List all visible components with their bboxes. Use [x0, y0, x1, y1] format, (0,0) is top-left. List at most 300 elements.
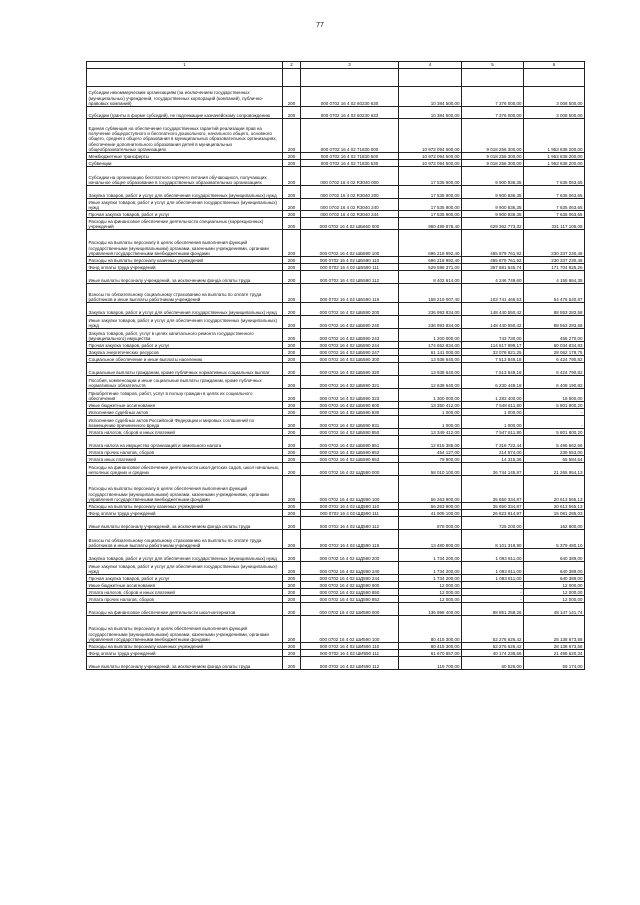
table-row	[87, 218, 585, 230]
budget-classification-code-cell: 000 0702 16 4 02 R3040 244	[301, 211, 399, 218]
expense-name-cell: Иные выплаты персоналу учреждений, за исключением фонда оплаты труда	[87, 657, 283, 670]
line-code-cell: 200	[283, 429, 301, 436]
executed-amount-cell	[462, 69, 524, 87]
expense-name-cell: Расходы на выплаты персоналу в целях обеспечения выполнения функций государственными (муниципальными) органами, казенными учреждениями, органами управления государственными внебюджетными фондами	[87, 230, 283, 257]
approved-amount-cell: 17 535 900,00	[399, 167, 462, 186]
line-code-cell: 200	[283, 349, 301, 356]
expense-name-cell: Расходы на выплаты персоналу казенных учреждений	[87, 503, 283, 510]
budget-classification-code-cell: 000 0702 16 4 02 71830 000	[301, 119, 399, 153]
approved-amount-cell: 12 000,00	[399, 582, 462, 589]
executed-amount-cell: 103 741 466,53	[462, 284, 524, 303]
executed-amount-cell: 35 650 334,87	[462, 476, 524, 503]
expense-name-cell: Расходы на выплаты персоналу казенных учреждений	[87, 643, 283, 650]
budget-classification-code-cell: 000 0702 16 4 02 ШБ590 247	[301, 349, 399, 356]
expense-name-cell: Исполнение судебных актов Российской Федерации и мировых соглашений по возмещению причиненного вреда	[87, 416, 283, 429]
executed-amount-cell: 7 376 000,00	[462, 87, 524, 107]
expense-name-cell: Иные бюджетные ассигнования	[87, 582, 283, 589]
budget-classification-code-cell: 000 0702 16 4 02 ШД590 112	[301, 517, 399, 530]
expense-name-cell: Межбюджетные трансферты	[87, 153, 283, 160]
expense-name-cell: Закупка товаров, работ и услуг для обеспечения государственных (муниципальных) нужд	[87, 186, 283, 199]
expense-name-cell: Закупка товаров, работ, услуг в целях капитального ремонта государственного (муниципального) имущества	[87, 329, 283, 342]
table-row	[87, 589, 585, 596]
budget-classification-code-cell: 000 0702 16 4 02 ШИ590 111	[301, 650, 399, 657]
line-code-cell: 200	[283, 211, 301, 218]
executed-amount-cell: 7 513 849,18	[462, 363, 524, 376]
table-row	[87, 329, 585, 342]
expense-name-cell: Расходы на финансовое обеспечение деятельности школ-интернатов	[87, 603, 283, 616]
expense-name-cell: Субвенции	[87, 160, 283, 167]
budget-classification-code-cell: 000 0702 16 4 02 ШИ590 100	[301, 616, 399, 643]
executed-amount-cell: 629 362 773,32	[462, 218, 524, 230]
unexecuted-amount-cell: 65 584,64	[524, 456, 585, 463]
expense-name-cell: Расходы на финансовое обеспечение деятельности специальных (коррекционных) учреждений	[87, 218, 283, 230]
executed-amount-cell: 26 823 814,97	[462, 510, 524, 517]
approved-amount-cell: 13 938 640,00	[399, 356, 462, 363]
approved-amount-cell: 10 972 094 500,00	[399, 153, 462, 160]
approved-amount-cell: 696 218 992,40	[399, 257, 462, 264]
table-row	[87, 349, 585, 356]
table-row	[87, 363, 585, 376]
approved-amount-cell: 56 263 900,00	[399, 476, 462, 503]
executed-amount-cell: 35 650 334,87	[462, 503, 524, 510]
line-code-cell: 200	[283, 363, 301, 376]
executed-amount-cell: 7 548 611,80	[462, 402, 524, 409]
line-code-cell: 200	[283, 449, 301, 456]
unexecuted-amount-cell: 7 635 063,65	[524, 167, 585, 186]
executed-amount-cell: 1 000,00	[462, 416, 524, 429]
unexecuted-amount-cell: 7 635 063,65	[524, 211, 585, 218]
table-row	[87, 436, 585, 449]
unexecuted-amount-cell: 230 337 230,48	[524, 230, 585, 257]
executed-amount-cell: -	[462, 589, 524, 596]
budget-classification-code-cell	[301, 69, 399, 87]
executed-amount-cell: 14 315,36	[462, 456, 524, 463]
budget-classification-code-cell: 000 0702 16 4 02 ШБ590 851	[301, 436, 399, 449]
table-row	[87, 510, 585, 517]
page-number: 77	[316, 22, 324, 29]
expense-name-cell: Социальное обеспечение и иные выплаты населению	[87, 356, 283, 363]
unexecuted-amount-cell: 3 008 500,00	[524, 107, 585, 119]
budget-classification-code-cell: 000 0702 16 4 02 ШБ590 850	[301, 429, 399, 436]
approved-amount-cell: 236 993 834,00	[399, 303, 462, 316]
line-code-cell: 200	[283, 264, 301, 271]
approved-amount-cell: 174 652 834,00	[399, 342, 462, 349]
table-row	[87, 657, 585, 670]
budget-classification-code-cell: 000 0702 16 4 02 ШД590 244	[301, 575, 399, 582]
unexecuted-amount-cell: 6 408 190,82	[524, 376, 585, 389]
budget-classification-code-cell: 000 0702 16 4 02 ШБ590 321	[301, 376, 399, 389]
line-code-cell: 200	[283, 218, 301, 230]
approved-amount-cell: 12 638 640,00	[399, 376, 462, 389]
budget-classification-code-cell: 000 0702 16 4 02 R3040 200	[301, 186, 399, 199]
unexecuted-amount-cell: 12 000,00	[524, 589, 585, 596]
approved-amount-cell: 10 384 500,00	[399, 107, 462, 119]
approved-amount-cell: 960 499 878,40	[399, 218, 462, 230]
executed-amount-cell: 357 881 545,74	[462, 264, 524, 271]
expense-name-cell: Социальные выплаты гражданам, кроме публичных нормативных социальных выплат	[87, 363, 283, 376]
approved-amount-cell: 454 127,00	[399, 449, 462, 456]
budget-classification-code-cell: 000 0702 16 4 02 ШБ590 240	[301, 316, 399, 329]
unexecuted-amount-cell: 3 008 500,00	[524, 87, 585, 107]
approved-amount-cell: 80 415 300,00	[399, 616, 462, 643]
line-code-cell: 200	[283, 510, 301, 517]
approved-amount-cell: 56 263 900,00	[399, 503, 462, 510]
approved-amount-cell: 10 972 094 500,00	[399, 119, 462, 153]
budget-classification-code-cell: 000 0702 16 4 02 ШБ590 830	[301, 409, 399, 416]
approved-amount-cell: 41 905 100,00	[399, 510, 462, 517]
budget-classification-code-cell: 000 0702 16 4 02 ШД590 111	[301, 510, 399, 517]
table-row	[87, 575, 585, 582]
approved-amount-cell: 119 700,00	[399, 657, 462, 670]
budget-classification-code-cell: 000 0702 16 4 02 60230 630	[301, 87, 399, 107]
approved-amount-cell: 696 218 992,40	[399, 230, 462, 257]
executed-amount-cell: 8 101 319,90	[462, 530, 524, 549]
column-number-row	[87, 62, 585, 69]
budget-classification-code-cell: 000 0702 16 4 02 ШБ590 320	[301, 363, 399, 376]
expense-name-cell: Уплата налогов, сборов и иных платежей	[87, 429, 283, 436]
unexecuted-amount-cell: 28 062 178,75	[524, 349, 585, 356]
expense-name-cell: Прочая закупка товаров, работ и услуг	[87, 342, 283, 349]
unexecuted-amount-cell: 59 174,00	[524, 657, 585, 670]
budget-classification-code-cell: 000 0702 16 4 02 ШБ590 200	[301, 303, 399, 316]
unexecuted-amount-cell: 12 000,00	[524, 596, 585, 603]
table-row	[87, 284, 585, 303]
table-row	[87, 69, 585, 87]
table-row	[87, 303, 585, 316]
executed-amount-cell: 7 547 611,80	[462, 429, 524, 436]
executed-amount-cell: 6 230 449,18	[462, 376, 524, 389]
table-row	[87, 389, 585, 402]
unexecuted-amount-cell: 54 476 540,87	[524, 284, 585, 303]
budget-classification-code-cell: 000 0702 16 4 02 ШИ590 000	[301, 603, 399, 616]
executed-amount-cell: 40 174 236,66	[462, 650, 524, 657]
approved-amount-cell: 1 300 000,00	[399, 389, 462, 402]
approved-amount-cell: 61 141 000,00	[399, 349, 462, 356]
expense-name-cell: Исполнение судебных актов	[87, 409, 283, 416]
column-number: 4	[399, 62, 462, 69]
line-code-cell: 200	[283, 517, 301, 530]
unexecuted-amount-cell: 20 613 565,13	[524, 476, 585, 503]
unexecuted-amount-cell: 21 265 954,13	[524, 463, 585, 476]
table-row	[87, 119, 585, 153]
line-code-cell: 200	[283, 257, 301, 264]
budget-classification-code-cell: 000 0702 16 4 02 71830 530	[301, 160, 399, 167]
line-code-cell: 200	[283, 271, 301, 284]
approved-amount-cell: 136 998 400,00	[399, 603, 462, 616]
expense-name-cell: Иные выплаты персоналу учреждений, за исключением фонда оплаты труда	[87, 517, 283, 530]
budget-classification-code-cell: 000 0702 16 4 02 ШД590 800	[301, 582, 399, 589]
table-row	[87, 596, 585, 603]
line-code-cell: 200	[283, 199, 301, 211]
column-number: 6	[524, 62, 585, 69]
budget-classification-code-cell: 000 0702 16 4 02 ШД590 000	[301, 463, 399, 476]
approved-amount-cell: 17 535 900,00	[399, 186, 462, 199]
unexecuted-amount-cell: 7 635 063,65	[524, 199, 585, 211]
approved-amount-cell: 1 200 000,00	[399, 329, 462, 342]
unexecuted-amount-cell: 456 270,00	[524, 329, 585, 342]
expense-name-cell: Фонд оплаты труда учреждений	[87, 264, 283, 271]
table-row	[87, 503, 585, 510]
unexecuted-amount-cell	[524, 69, 585, 87]
expense-name-cell: Иные выплаты персоналу учреждений, за исключением фонда оплаты труда	[87, 271, 283, 284]
budget-classification-code-cell: 000 0702 16 4 02 ШБ590 110	[301, 257, 399, 264]
approved-amount-cell: 1 000,00	[399, 416, 462, 429]
line-code-cell: 200	[283, 416, 301, 429]
table-row	[87, 409, 585, 416]
executed-amount-cell: 52 276 626,42	[462, 616, 524, 643]
budget-classification-code-cell: 000 0702 16 4 02 ШД590 852	[301, 596, 399, 603]
approved-amount-cell: 1 734 200,00	[399, 575, 462, 582]
executed-amount-cell: 88 851 258,26	[462, 603, 524, 616]
budget-classification-code-cell: 000 0702 16 4 02 ШИ590 112	[301, 657, 399, 670]
line-code-cell: 200	[283, 643, 301, 650]
table-row	[87, 264, 585, 271]
budget-classification-code-cell: 000 0702 16 4 02 71830 500	[301, 153, 399, 160]
executed-amount-cell: 4 246 749,60	[462, 271, 524, 284]
expense-name-cell: Расходы на выплаты персоналу казенных учреждений	[87, 257, 283, 264]
budget-classification-code-cell: 000 0702 16 4 02 ШБ590 112	[301, 271, 399, 284]
expense-name-cell: Взносы по обязательному социальному страхованию на выплаты по оплате труда работников и иные выплаты работникам учреждений	[87, 530, 283, 549]
column-number: 5	[462, 62, 524, 69]
table-row	[87, 530, 585, 549]
expense-name-cell	[87, 69, 283, 87]
executed-amount-cell: 1 283 400,00	[462, 389, 524, 402]
approved-amount-cell: 61 670 857,00	[399, 650, 462, 657]
approved-amount-cell: 12 815 385,00	[399, 436, 462, 449]
expense-name-cell: Прочая закупка товаров, работ и услуг	[87, 575, 283, 582]
table-row	[87, 356, 585, 363]
line-code-cell: 200	[283, 616, 301, 643]
approved-amount-cell: 17 535 900,00	[399, 199, 462, 211]
approved-amount-cell	[399, 69, 462, 87]
expense-name-cell: Иные закупки товаров, работ и услуг для обеспечения государственных (муниципальных) нужд	[87, 199, 283, 211]
line-code-cell: 200	[283, 575, 301, 582]
budget-classification-code-cell: 000 0702 16 4 02 60230 633	[301, 107, 399, 119]
unexecuted-amount-cell: 640 389,00	[524, 562, 585, 575]
approved-amount-cell: 236 993 834,00	[399, 316, 462, 329]
executed-amount-cell: 33 078 821,25	[462, 349, 524, 356]
line-code-cell: 200	[283, 549, 301, 562]
line-code-cell: 200	[283, 329, 301, 342]
table-row	[87, 603, 585, 616]
budget-classification-code-cell: 000 0702 16 4 02 ШБ590 300	[301, 356, 399, 363]
line-code-cell: 200	[283, 562, 301, 575]
executed-amount-cell: 7 376 000,00	[462, 107, 524, 119]
column-number: 2	[283, 62, 301, 69]
approved-amount-cell: 1 734 200,00	[399, 562, 462, 575]
expense-name-cell: Иные закупки товаров, работ и услуг для обеспечения государственных (муниципальных) нужд	[87, 316, 283, 329]
table-row	[87, 271, 585, 284]
unexecuted-amount-cell: 5 379 480,10	[524, 530, 585, 549]
expense-name-cell: Иные бюджетные ассигнования	[87, 402, 283, 409]
expense-name-cell: Иные закупки товаров, работ и услуг для обеспечения государственных (муниципальных) нужд	[87, 562, 283, 575]
executed-amount-cell: 465 879 761,92	[462, 257, 524, 264]
approved-amount-cell: 1 000,00	[399, 409, 462, 416]
approved-amount-cell: 8 402 614,00	[399, 271, 462, 284]
expense-name-cell: Единая субвенция на обеспечение государственных гарантий реализации прав на получение общедоступного и бесплатного дошкольного, начального общего, основного общего, среднего общего образования в муниципальных образовательных организациях, обеспечение дополнительного образования детей в муниципальных общеобразовательных организациях	[87, 119, 283, 153]
unexecuted-amount-cell: 1 953 838 200,00	[524, 119, 585, 153]
table-row	[87, 650, 585, 657]
expense-name-cell: Взносы по обязательному социальному страхованию на выплаты по оплате труда работников и иные выплаты работникам учреждений	[87, 284, 283, 303]
budget-classification-code-cell: 000 0702 16 4 02 ШБ590 831	[301, 416, 399, 429]
budget-classification-code-cell: 000 0702 16 4 02 ШБ590 111	[301, 264, 399, 271]
line-code-cell: 200	[283, 342, 301, 349]
budget-classification-code-cell: 000 0702 16 4 02 ШБ590 244	[301, 342, 399, 349]
executed-amount-cell: 725 200,00	[462, 517, 524, 530]
unexecuted-amount-cell: 28 138 673,58	[524, 643, 585, 650]
budget-classification-code-cell: 000 0702 16 4 02 ШД590 119	[301, 530, 399, 549]
line-code-cell: 200	[283, 436, 301, 449]
unexecuted-amount-cell: 171 704 825,26	[524, 264, 585, 271]
table-row	[87, 107, 585, 119]
table-row	[87, 87, 585, 107]
line-code-cell	[283, 69, 301, 87]
approved-amount-cell: 79 900,00	[399, 456, 462, 463]
executed-amount-cell: 114 617 999,17	[462, 342, 524, 349]
executed-amount-cell: 9 900 836,35	[462, 211, 524, 218]
unexecuted-amount-cell: 28 138 673,58	[524, 616, 585, 643]
line-code-cell: 200	[283, 456, 301, 463]
executed-amount-cell: 7 513 849,18	[462, 356, 524, 363]
budget-classification-code-cell: 000 0702 16 4 02 ШБ590 323	[301, 389, 399, 402]
unexecuted-amount-cell: 88 553 283,58	[524, 316, 585, 329]
table-row	[87, 449, 585, 456]
budget-classification-code-cell: 000 0702 16 4 02 ШД590 200	[301, 549, 399, 562]
budget-classification-code-cell: 000 0702 16 4 02 ШБ590 852	[301, 449, 399, 456]
approved-amount-cell: 878 000,00	[399, 517, 462, 530]
budget-execution-table	[86, 61, 585, 670]
line-code-cell: 200	[283, 603, 301, 616]
unexecuted-amount-cell: -	[524, 409, 585, 416]
budget-classification-code-cell: 000 0702 16 4 02 ШБ590 800	[301, 402, 399, 409]
expense-name-cell: Приобретение товаров, работ, услуг в пользу граждан в целях их социального обеспечения	[87, 389, 283, 402]
approved-amount-cell: 10 972 094 500,00	[399, 160, 462, 167]
table-row	[87, 167, 585, 186]
table-row	[87, 153, 585, 160]
line-code-cell: 200	[283, 284, 301, 303]
expense-name-cell: Расходы на выплаты персоналу в целях обеспечения выполнения функций государственными (муниципальными) органами, казенными учреждениями, органами управления государственными внебюджетными фондами	[87, 476, 283, 503]
line-code-cell: 200	[283, 596, 301, 603]
budget-classification-code-cell: 000 0702 16 4 02 R3040 240	[301, 199, 399, 211]
executed-amount-cell: 148 440 550,42	[462, 316, 524, 329]
executed-amount-cell: 1 093 811,00	[462, 549, 524, 562]
executed-amount-cell: 9 900 836,35	[462, 199, 524, 211]
executed-amount-cell: 1 000,00	[462, 409, 524, 416]
table-row	[87, 211, 585, 218]
expense-name-cell: Расходы на финансовое обеспечение деятельности школ-детских садов, школ начальных, неполных средних и средних	[87, 463, 283, 476]
executed-amount-cell: -	[462, 596, 524, 603]
budget-classification-code-cell: 000 0702 16 4 02 ШИ590 110	[301, 643, 399, 650]
line-code-cell: 200	[283, 476, 301, 503]
expense-name-cell: Расходы на выплаты персоналу в целях обеспечения выполнения функций государственными (муниципальными) органами, казенными учреждениями, органами управления государственными внебюджетными фондами	[87, 616, 283, 643]
line-code-cell: 200	[283, 186, 301, 199]
executed-amount-cell: 7 318 722,44	[462, 436, 524, 449]
unexecuted-amount-cell: 239 553,00	[524, 449, 585, 456]
line-code-cell: 200	[283, 389, 301, 402]
line-code-cell: 200	[283, 589, 301, 596]
table-row	[87, 549, 585, 562]
budget-classification-code-cell: 000 0702 16 4 02 ШБ660 000	[301, 218, 399, 230]
expense-name-cell: Субсидии некоммерческим организациям (за исключением государственных (муниципальных) учреждений, государственных корпораций (компаний), публично-правовых компаний)	[87, 87, 283, 107]
unexecuted-amount-cell: 331 117 105,08	[524, 218, 585, 230]
line-code-cell: 200	[283, 160, 301, 167]
table-row	[87, 376, 585, 389]
unexecuted-amount-cell: 60 034 834,83	[524, 342, 585, 349]
approved-amount-cell: 13 938 640,00	[399, 363, 462, 376]
line-code-cell: 200	[283, 463, 301, 476]
table-row	[87, 402, 585, 409]
expense-name-cell: Субсидии (гранты в форме субсидий), не подлежащие казначейскому сопровождению	[87, 107, 283, 119]
executed-amount-cell: 9 900 836,35	[462, 167, 524, 186]
budget-classification-code-cell: 000 0702 16 4 02 ШД590 110	[301, 503, 399, 510]
expense-name-cell: Пособия, компенсации и иные социальные выплаты гражданам, кроме публичных нормативных обязательств	[87, 376, 283, 389]
line-code-cell: 200	[283, 153, 301, 160]
executed-amount-cell: 1 093 811,00	[462, 575, 524, 582]
executed-amount-cell: 465 879 761,92	[462, 230, 524, 257]
table-row	[87, 257, 585, 264]
executed-amount-cell: 52 276 626,42	[462, 643, 524, 650]
unexecuted-amount-cell: 640 389,00	[524, 549, 585, 562]
unexecuted-amount-cell: -	[524, 416, 585, 429]
table-row	[87, 643, 585, 650]
budget-classification-code-cell: 000 0702 16 4 02 ШБ590 100	[301, 230, 399, 257]
expense-name-cell: Закупка товаров, работ и услуг для обеспечения государственных (муниципальных) нужд	[87, 549, 283, 562]
line-code-cell: 200	[283, 303, 301, 316]
unexecuted-amount-cell: 7 635 063,65	[524, 186, 585, 199]
executed-amount-cell: 60 526,00	[462, 657, 524, 670]
expense-name-cell: Субсидии на организацию бесплатного горячего питания обучающихся, получающих начальное общее образование в государственных образовательных организациях	[87, 167, 283, 186]
unexecuted-amount-cell: 16 600,00	[524, 389, 585, 402]
approved-amount-cell: 1 734 200,00	[399, 549, 462, 562]
budget-classification-code-cell: 000 0702 16 4 02 ШД590 850	[301, 589, 399, 596]
executed-amount-cell: 1 093 811,00	[462, 562, 524, 575]
budget-classification-code-cell: 000 0702 16 4 02 ШБ590 853	[301, 456, 399, 463]
executed-amount-cell: 36 744 145,87	[462, 463, 524, 476]
table-row	[87, 616, 585, 643]
approved-amount-cell: 80 415 300,00	[399, 643, 462, 650]
unexecuted-amount-cell: 6 424 790,82	[524, 356, 585, 363]
line-code-cell: 200	[283, 657, 301, 670]
line-code-cell: 200	[283, 119, 301, 153]
unexecuted-amount-cell: 5 801 800,20	[524, 402, 585, 409]
line-code-cell: 200	[283, 316, 301, 329]
expense-name-cell: Фонд оплаты труда учреждений	[87, 510, 283, 517]
unexecuted-amount-cell: 5 801 800,20	[524, 429, 585, 436]
expense-name-cell: Уплата прочих налогов, сборов	[87, 449, 283, 456]
unexecuted-amount-cell: 6 424 790,82	[524, 363, 585, 376]
approved-amount-cell: 158 219 007,40	[399, 284, 462, 303]
table-row	[87, 160, 585, 167]
table-row	[87, 517, 585, 530]
budget-classification-code-cell: 000 0702 16 4 02 ШД590 100	[301, 476, 399, 503]
approved-amount-cell: 13 350 412,00	[399, 402, 462, 409]
table-row	[87, 186, 585, 199]
approved-amount-cell: 58 010 100,00	[399, 463, 462, 476]
approved-amount-cell: 529 596 371,00	[399, 264, 462, 271]
budget-classification-code-cell: 000 0702 16 4 02 ШД590 240	[301, 562, 399, 575]
line-code-cell: 200	[283, 87, 301, 107]
expense-name-cell: Уплата налогов, сборов и иных платежей	[87, 589, 283, 596]
table-row	[87, 230, 585, 257]
budget-classification-code-cell: 000 0702 16 4 02 ШБ590 243	[301, 329, 399, 342]
unexecuted-amount-cell: 230 337 230,48	[524, 257, 585, 264]
line-code-cell: 200	[283, 376, 301, 389]
budget-classification-code-cell: 000 0702 16 4 02 R3040 000	[301, 167, 399, 186]
column-number: 3	[301, 62, 399, 69]
line-code-cell: 200	[283, 402, 301, 409]
executed-amount-cell: 9 018 256 300,00	[462, 160, 524, 167]
unexecuted-amount-cell: 4 155 864,35	[524, 271, 585, 284]
